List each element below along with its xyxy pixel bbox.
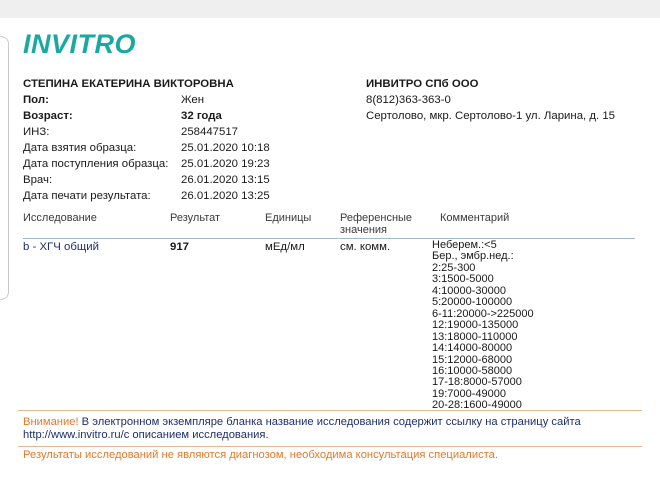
comment-line: Неберем.:<5 — [432, 239, 497, 251]
result-value: 917 — [170, 241, 190, 253]
reference-value: см. комм. — [340, 241, 391, 253]
sample-received-label: Дата поступления образца: — [23, 158, 169, 170]
medical-disclaimer: Результаты исследований не являются диагнозом, необходима консультация специалиста. — [23, 449, 499, 461]
sample-taken-value: 25.01.2020 10:18 — [181, 142, 270, 154]
header-test: Исследование — [23, 212, 97, 224]
lab-name: ИНВИТРО СПб ООО — [366, 78, 479, 90]
notice-text-end: описанием исследования. — [129, 429, 269, 441]
sample-taken-label: Дата взятия образца: — [23, 142, 137, 154]
doctor-value: 26.01.2020 13:15 — [181, 174, 270, 186]
header-result: Результат — [170, 212, 221, 224]
print-date-value: 26.01.2020 13:25 — [181, 190, 270, 202]
age-value: 32 года — [181, 110, 222, 122]
attention-label: Внимание! — [23, 416, 79, 428]
comment-line: 6-11:20000->225000 — [432, 307, 534, 320]
comment-line: 19:7000-49000 — [432, 387, 507, 400]
reference-comments — [432, 240, 534, 412]
comment-line: 13:18000-110000 — [432, 330, 518, 343]
sex-value: Жен — [181, 94, 205, 106]
header-reference-line1: Референсные — [340, 212, 413, 224]
sample-received-value: 25.01.2020 19:23 — [181, 158, 270, 170]
notice-text: В электронном экземпляре бланка название исследования содержит ссылку на страницу сайта — [78, 416, 581, 428]
print-date-label: Дата печати результата: — [23, 190, 151, 202]
sex-label: Пол: — [23, 94, 49, 106]
top-bar — [0, 0, 660, 18]
table-header-divider — [23, 238, 635, 239]
comment-line: 17-18:8000-57000 — [432, 376, 522, 389]
header-comment: Комментарий — [440, 212, 510, 224]
comment-line: 2:25-300 — [432, 261, 476, 274]
comment-line: 20-28:1600-49000 — [432, 399, 522, 412]
comment-line: 15:12000-68000 — [432, 353, 513, 366]
units-value: мЕд/мл — [265, 241, 305, 253]
invitro-url-link[interactable]: http://www.invitro.ru/c — [23, 429, 130, 441]
age-label: Возраст: — [23, 110, 73, 122]
electronic-copy-notice — [23, 416, 643, 442]
lab-address: Сертолово, мкр. Сертолово-1 ул. Ларина, д. 15 — [366, 110, 616, 122]
invitro-logo: INVITRO — [23, 29, 137, 59]
side-panel-edge — [0, 36, 9, 300]
inz-label: ИНЗ: — [23, 126, 50, 138]
doctor-label: Врач: — [23, 174, 53, 186]
comment-line: 4:10000-30000 — [432, 284, 507, 297]
test-name-link[interactable]: b - ХГЧ общий — [23, 241, 99, 253]
inz-value: 258447517 — [181, 126, 239, 138]
header-reference-line2: значения — [340, 224, 388, 236]
comment-line: 5:20000-100000 — [432, 296, 513, 309]
patient-name: СТЕПИНА ЕКАТЕРИНА ВИКТОРОВНА — [23, 78, 234, 90]
comment-line: 14:14000-80000 — [432, 342, 513, 355]
comment-line: Бер., эмбр.нед.: — [432, 250, 514, 263]
comment-line: 3:1500-5000 — [432, 273, 494, 286]
header-units: Единицы — [265, 212, 312, 224]
lab-phone: 8(812)363-363-0 — [366, 94, 451, 106]
comment-line: 16:10000-58000 — [432, 364, 513, 377]
comment-line: 12:19000-135000 — [432, 319, 519, 332]
